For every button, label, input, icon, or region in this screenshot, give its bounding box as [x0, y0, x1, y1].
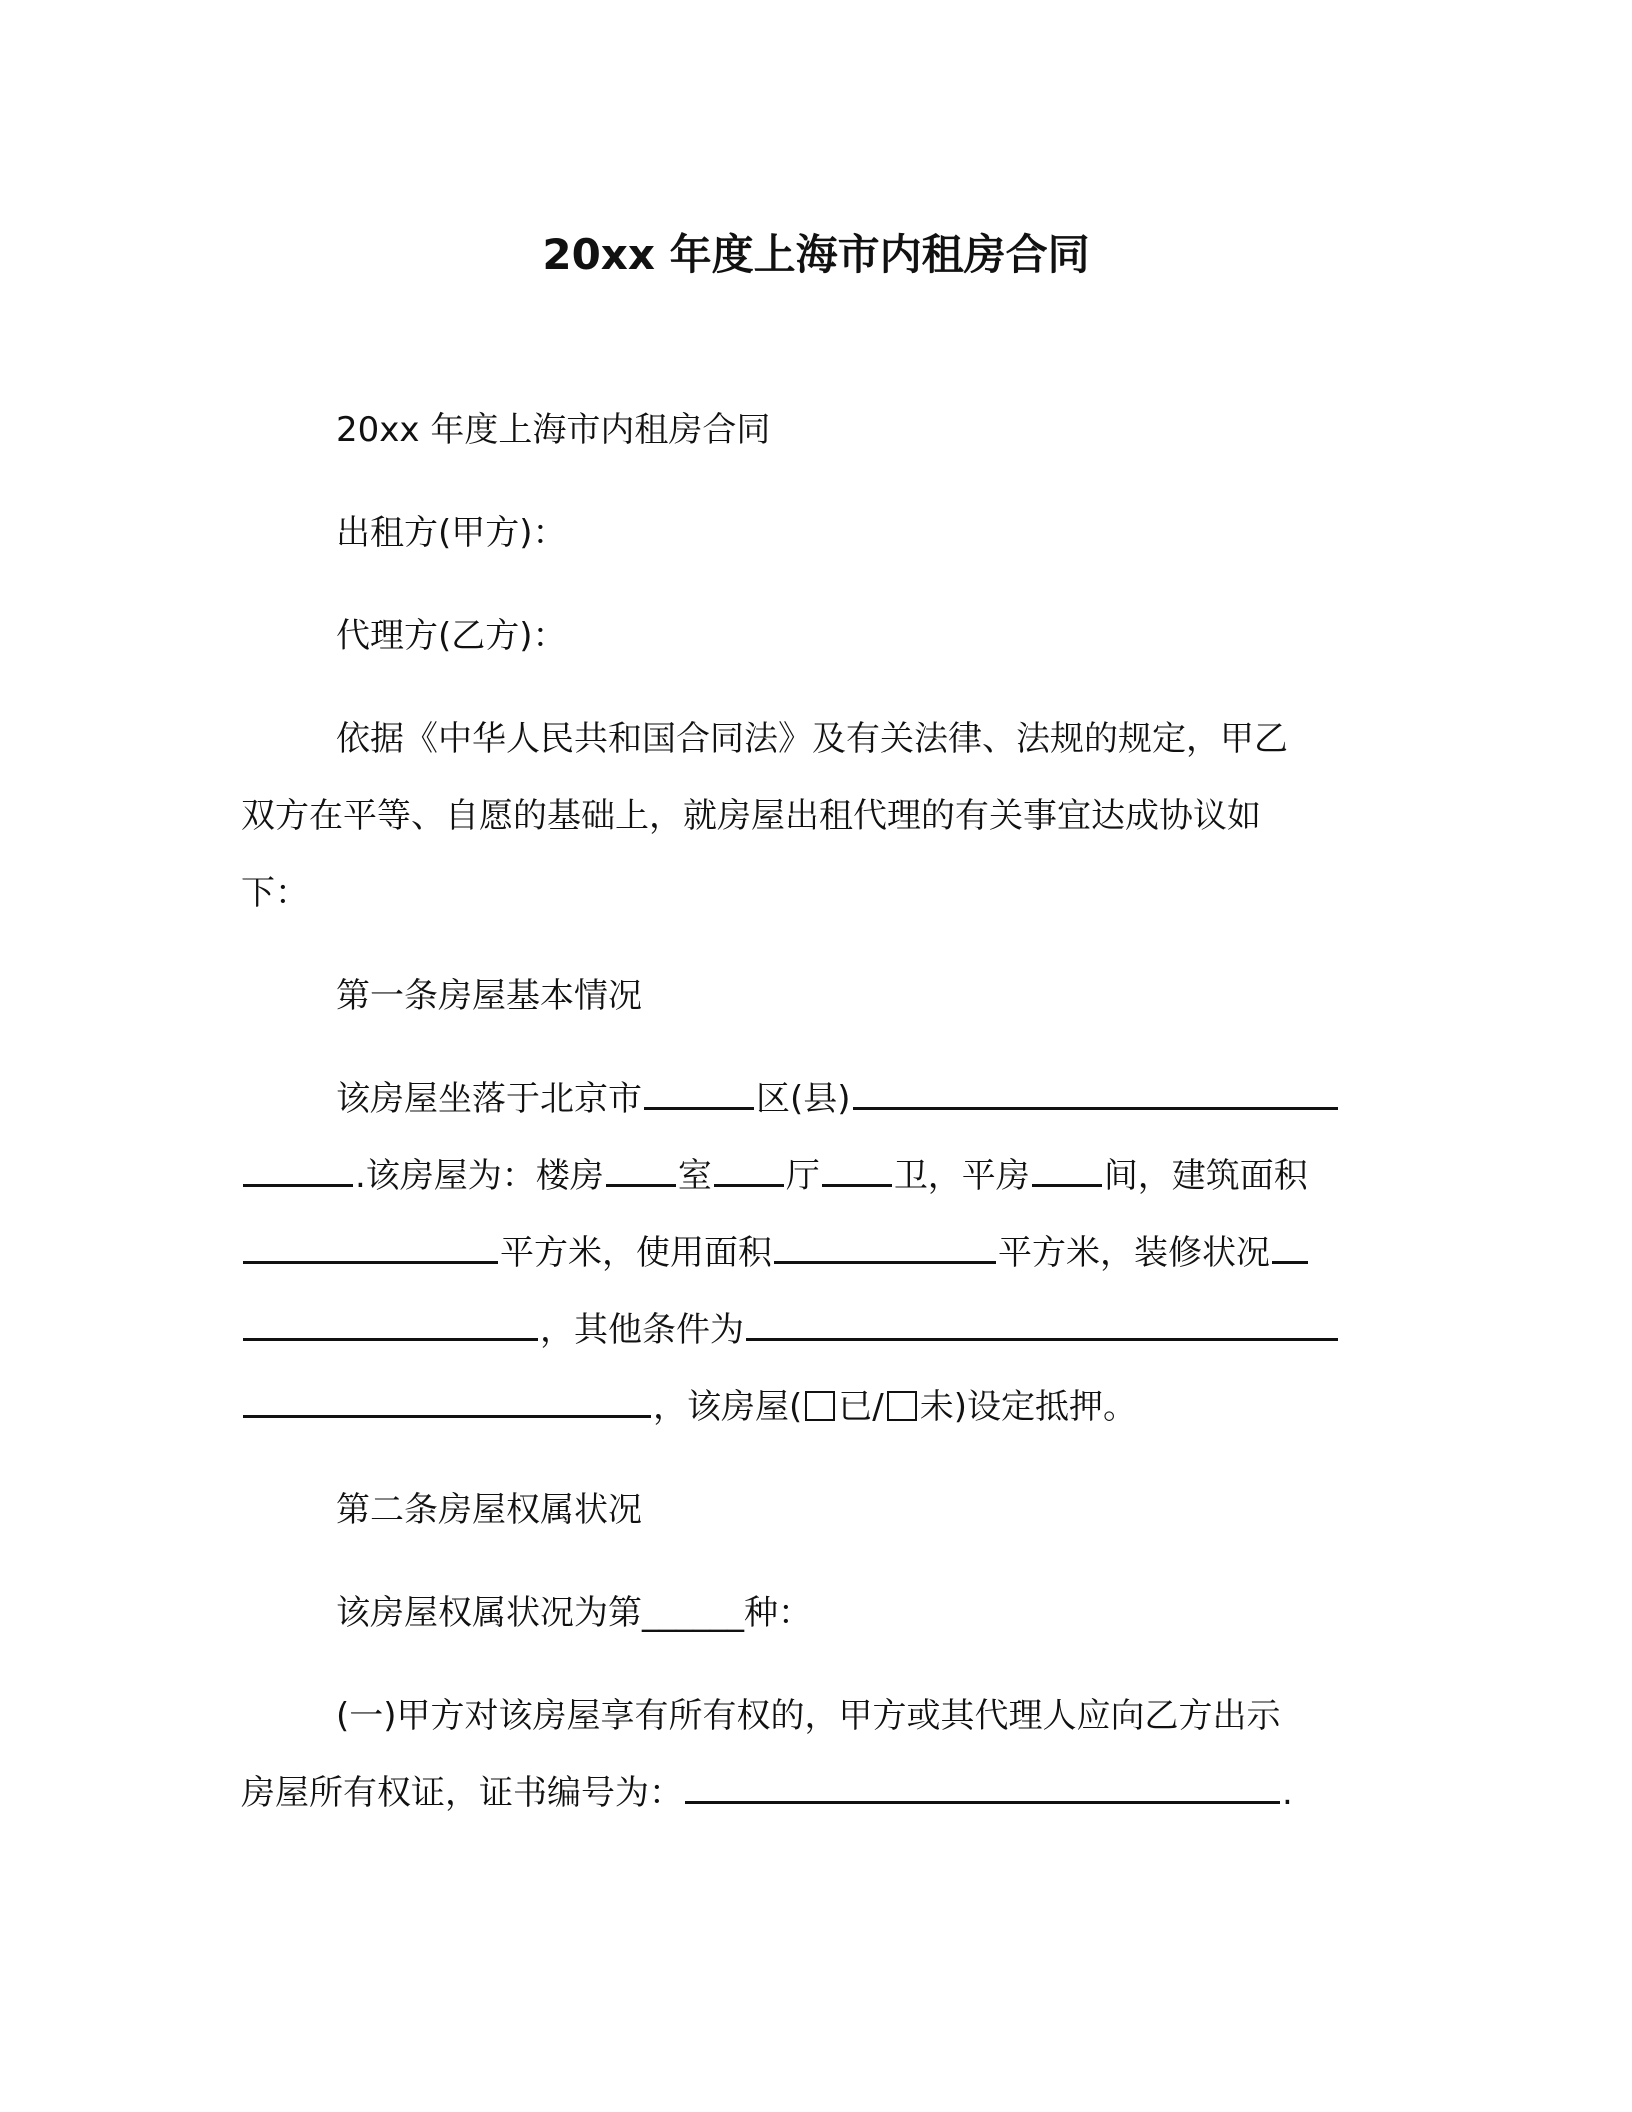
decoration-blank[interactable] [1272, 1217, 1308, 1264]
clause1-end: . [1282, 1773, 1293, 1813]
room-count-blank[interactable] [606, 1140, 676, 1187]
clause1-line [241, 1755, 1391, 1832]
document-body [241, 392, 1391, 1832]
document-subtitle: 20xx 年度上海市内租房合同 [336, 410, 771, 450]
status-blank[interactable]: ______ [642, 1593, 744, 1633]
other-conditions-blank-cont[interactable] [243, 1371, 651, 1418]
rooms-label: 间，建筑面积 [1103, 1156, 1308, 1196]
hall-count-blank[interactable] [714, 1140, 784, 1187]
article1-line [241, 1215, 1391, 1292]
decoration-blank-cont[interactable] [243, 1294, 538, 1341]
mortgage-prefix: ，该房屋( [653, 1387, 803, 1427]
mortgage-no-checkbox[interactable] [887, 1391, 917, 1421]
type-label: .该房屋为：楼房 [355, 1156, 604, 1196]
preamble-line: 下： [241, 873, 309, 913]
mortgage-yes-checkbox[interactable] [805, 1391, 835, 1421]
other-label: ，其他条件为 [540, 1310, 744, 1350]
district-label: 区(县) [756, 1079, 851, 1119]
address-blank-cont[interactable] [243, 1140, 353, 1187]
mortgage-yes-label: 已/ [838, 1387, 884, 1427]
clause1-line: (一)甲方对该房屋享有所有权的，甲方或其代理人应向乙方出示 [336, 1696, 1281, 1736]
lessor-label: 出租方(甲方)： [336, 513, 567, 553]
article1-paragraph [241, 1061, 1391, 1446]
address-blank[interactable] [853, 1063, 1338, 1110]
other-conditions-blank[interactable] [746, 1294, 1338, 1341]
mortgage-no-label: 未)设定抵押。 [919, 1387, 1137, 1427]
sqm-label-1: 平方米，使用面积 [500, 1233, 772, 1273]
clause1-paragraph [241, 1678, 1391, 1832]
status-suffix: 种： [744, 1593, 812, 1633]
floor-area-blank[interactable] [243, 1217, 498, 1264]
article1-line [241, 1138, 1391, 1215]
article2-status-line [241, 1575, 1391, 1652]
usable-area-blank[interactable] [774, 1217, 996, 1264]
document-title: 20xx 年度上海市内租房合同 [542, 230, 1090, 279]
certificate-number-blank[interactable] [685, 1757, 1280, 1804]
article1-line [241, 1061, 1391, 1138]
bath-label: 卫，平房 [893, 1156, 1030, 1196]
hall-label: 厅 [785, 1156, 820, 1196]
article2-title: 第二条房屋权属状况 [336, 1490, 642, 1530]
certificate-label: 房屋所有权证，证书编号为： [241, 1773, 683, 1813]
preamble-paragraph [241, 701, 1391, 932]
preamble-line: 依据《中华人民共和国合同法》及有关法律、法规的规定，甲乙 [336, 719, 1288, 759]
article1-line [241, 1292, 1391, 1369]
agent-label: 代理方(乙方)： [336, 616, 567, 656]
preamble-line: 双方在平等、自愿的基础上，就房屋出租代理的有关事宜达成协议如 [241, 796, 1261, 836]
bath-count-blank[interactable] [822, 1140, 892, 1187]
room-label: 室 [677, 1156, 712, 1196]
bungalow-count-blank[interactable] [1032, 1140, 1102, 1187]
location-prefix: 该房屋坐落于北京市 [336, 1079, 642, 1119]
district-blank[interactable] [644, 1063, 754, 1110]
sqm-label-2: 平方米，装修状况 [998, 1233, 1270, 1273]
status-prefix: 该房屋权属状况为第 [336, 1593, 642, 1633]
article1-line [241, 1369, 1391, 1446]
article1-title: 第一条房屋基本情况 [336, 976, 642, 1016]
